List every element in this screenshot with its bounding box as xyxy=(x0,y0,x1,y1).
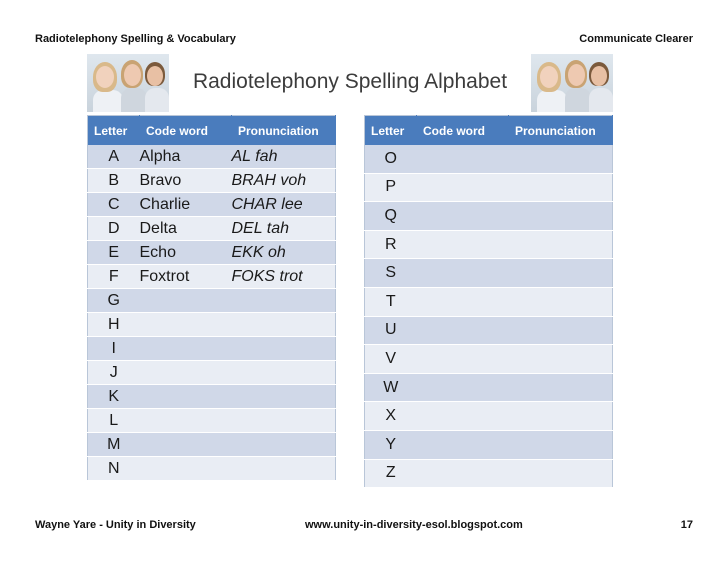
letter-cell: G xyxy=(88,289,140,313)
table-row xyxy=(88,217,336,241)
col-header-pron: Pronunciation xyxy=(509,116,613,146)
letter-cell: T xyxy=(365,287,417,316)
letter-cell: A xyxy=(88,145,140,169)
table-row xyxy=(88,145,336,169)
table-row xyxy=(88,361,336,385)
code-word-cell: Bravo xyxy=(140,169,232,193)
title-band xyxy=(87,54,613,112)
pronunciation-cell xyxy=(509,402,613,431)
letter-cell: Z xyxy=(365,459,417,488)
code-word-cell xyxy=(417,316,509,345)
code-word-cell xyxy=(140,361,232,385)
header-left: Radiotelephony Spelling & Vocabulary xyxy=(35,33,236,45)
letter-cell: X xyxy=(365,402,417,431)
table-row xyxy=(365,345,613,374)
table-row xyxy=(88,457,336,481)
col-header-code: Code word xyxy=(417,116,509,146)
pronunciation-cell: AL fah xyxy=(232,145,336,169)
table-row xyxy=(365,145,613,173)
code-word-cell xyxy=(417,230,509,259)
pronunciation-cell xyxy=(232,457,336,481)
code-word-cell xyxy=(417,430,509,459)
letter-cell: C xyxy=(88,193,140,217)
code-word-cell: Echo xyxy=(140,241,232,265)
pronunciation-cell xyxy=(509,173,613,202)
table-row xyxy=(88,385,336,409)
table-row xyxy=(88,289,336,313)
table-row xyxy=(88,193,336,217)
header-right: Communicate Clearer xyxy=(579,33,693,45)
code-word-cell xyxy=(417,145,509,173)
code-word-cell xyxy=(140,385,232,409)
table-row xyxy=(88,433,336,457)
code-word-cell xyxy=(417,202,509,231)
pronunciation-cell: BRAH voh xyxy=(232,169,336,193)
letter-cell: F xyxy=(88,265,140,289)
code-word-cell xyxy=(140,313,232,337)
letter-cell: V xyxy=(365,345,417,374)
table-row xyxy=(365,430,613,459)
pronunciation-cell: CHAR lee xyxy=(232,193,336,217)
code-word-cell xyxy=(417,173,509,202)
footer-author: Wayne Yare - Unity in Diversity xyxy=(35,519,196,531)
table-row xyxy=(88,409,336,433)
page-number: 17 xyxy=(680,519,693,531)
letter-cell: H xyxy=(88,313,140,337)
code-word-cell: Delta xyxy=(140,217,232,241)
pronunciation-cell xyxy=(232,361,336,385)
letter-cell: Q xyxy=(365,202,417,231)
pronunciation-cell xyxy=(509,145,613,173)
alphabet-table-a-n xyxy=(87,115,336,481)
table-row xyxy=(88,241,336,265)
table-row xyxy=(365,259,613,288)
code-word-cell xyxy=(417,459,509,488)
footer-website: www.unity-in-diversity-esol.blogspot.com xyxy=(305,519,523,531)
code-word-cell: Alpha xyxy=(140,145,232,169)
pronunciation-cell xyxy=(509,373,613,402)
code-word-cell xyxy=(140,337,232,361)
letter-cell: M xyxy=(88,433,140,457)
headset-operators-photo-icon xyxy=(87,54,169,112)
pronunciation-cell: DEL tah xyxy=(232,217,336,241)
letter-cell: U xyxy=(365,316,417,345)
headset-operators-photo-icon xyxy=(531,54,613,112)
letter-cell: N xyxy=(88,457,140,481)
letter-cell: W xyxy=(365,373,417,402)
table-row xyxy=(365,373,613,402)
col-header-pron: Pronunciation xyxy=(232,116,336,146)
letter-cell: E xyxy=(88,241,140,265)
table-row xyxy=(365,287,613,316)
code-word-cell xyxy=(417,402,509,431)
pronunciation-cell xyxy=(509,230,613,259)
pronunciation-cell xyxy=(509,430,613,459)
pronunciation-cell xyxy=(232,409,336,433)
pronunciation-cell xyxy=(232,313,336,337)
col-header-code: Code word xyxy=(140,116,232,146)
pronunciation-cell xyxy=(232,385,336,409)
table-row xyxy=(365,173,613,202)
pronunciation-cell xyxy=(509,202,613,231)
code-word-cell xyxy=(417,373,509,402)
table-row xyxy=(365,230,613,259)
table-row xyxy=(88,337,336,361)
code-word-cell: Charlie xyxy=(140,193,232,217)
pronunciation-cell xyxy=(232,433,336,457)
pronunciation-cell xyxy=(232,337,336,361)
letter-cell: L xyxy=(88,409,140,433)
table-row xyxy=(365,459,613,488)
letter-cell: D xyxy=(88,217,140,241)
code-word-cell xyxy=(140,433,232,457)
pronunciation-cell xyxy=(509,316,613,345)
letter-cell: B xyxy=(88,169,140,193)
pronunciation-cell xyxy=(509,259,613,288)
letter-cell: K xyxy=(88,385,140,409)
table-row xyxy=(88,313,336,337)
code-word-cell xyxy=(140,289,232,313)
code-word-cell xyxy=(417,259,509,288)
code-word-cell xyxy=(140,457,232,481)
letter-cell: P xyxy=(365,173,417,202)
code-word-cell xyxy=(140,409,232,433)
table-row xyxy=(88,265,336,289)
letter-cell: O xyxy=(365,145,417,173)
pronunciation-cell xyxy=(509,345,613,374)
code-word-cell xyxy=(417,287,509,316)
pronunciation-cell: EKK oh xyxy=(232,241,336,265)
col-header-letter: Letter xyxy=(88,116,140,146)
letter-cell: I xyxy=(88,337,140,361)
table-row xyxy=(365,402,613,431)
pronunciation-cell xyxy=(232,289,336,313)
page-title: Radiotelephony Spelling Alphabet xyxy=(192,70,508,93)
col-header-letter: Letter xyxy=(365,116,417,146)
letter-cell: R xyxy=(365,230,417,259)
letter-cell: Y xyxy=(365,430,417,459)
table-row xyxy=(365,316,613,345)
table-row xyxy=(365,202,613,231)
pronunciation-cell: FOKS trot xyxy=(232,265,336,289)
pronunciation-cell xyxy=(509,287,613,316)
letter-cell: S xyxy=(365,259,417,288)
table-row xyxy=(88,169,336,193)
code-word-cell: Foxtrot xyxy=(140,265,232,289)
letter-cell: J xyxy=(88,361,140,385)
code-word-cell xyxy=(417,345,509,374)
pronunciation-cell xyxy=(509,459,613,488)
alphabet-table-o-z xyxy=(364,115,613,488)
